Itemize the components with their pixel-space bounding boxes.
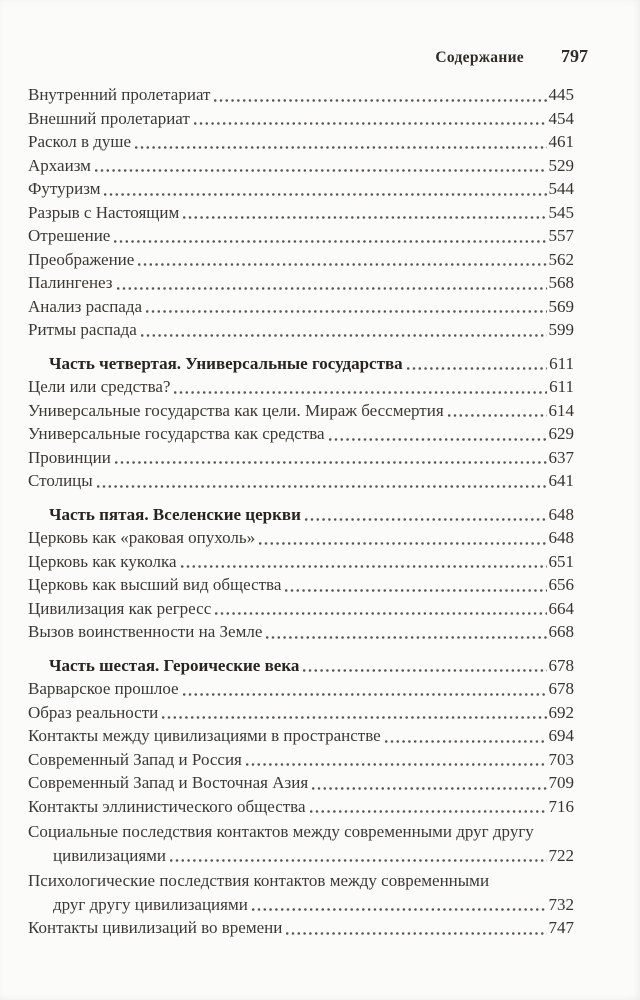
toc-entry [28,677,574,701]
toc-entry-title: Социальные последствия контактов между современными друг другу [28,822,534,841]
toc-entry [28,446,574,470]
toc-entry-title: цивилизациями [53,845,167,865]
toc-list [0,83,640,940]
toc-entry-title: Отрешение [28,226,111,245]
dot-leader [312,787,546,790]
toc-entry [28,83,574,107]
dot-leader [146,310,546,313]
toc-entry [28,154,574,178]
toc-entry-page: 648 [548,528,574,547]
toc-entry-page: 656 [548,575,574,594]
dot-leader [285,589,546,592]
toc-entry-title: Церковь как «раковая опухоль» [28,528,256,547]
dot-leader [181,565,547,568]
toc-entry-page: 678 [548,655,574,675]
dot-leader [115,461,547,464]
toc-entry-title: Палингенез [28,273,113,292]
dot-leader [215,612,546,615]
dot-leader [104,193,546,196]
toc-entry [28,916,574,940]
toc-entry-page: 694 [548,726,574,745]
toc-entry [28,620,574,644]
toc-entry-page: 599 [548,320,574,339]
toc-entry-page: 611 [549,353,574,373]
toc-entry [28,526,574,550]
toc-entry [28,375,574,399]
toc-entry-page: 692 [548,702,574,722]
toc-entry-title: Цели или средства? [28,377,171,396]
toc-entry-title: Вызов воинственности на Земле [28,622,263,641]
toc-entry-page: 651 [548,551,574,571]
toc-entry-title: Провинции [28,447,111,467]
toc-section-heading [28,654,574,678]
toc-entry-page: 544 [548,179,574,198]
dot-leader [310,810,547,813]
toc-entry-page: 461 [548,132,574,151]
toc-entry [28,224,574,248]
toc-entry-title: Часть пятая. Вселенские церкви [49,504,301,524]
toc-entry-title: Разрыв с Настоящим [28,202,180,222]
dot-leader [95,169,547,172]
toc-entry-title: Преображение [28,249,135,269]
dot-leader [252,908,547,911]
dot-leader [246,763,547,766]
toc-entry-title: Образ реальности [28,702,159,722]
dot-leader [183,216,546,219]
toc-entry-title: Внешний пролетариат [28,108,190,128]
dot-leader [97,485,547,488]
toc-entry-title: Ритмы распада [28,320,137,339]
running-title: Содержание [435,49,524,66]
toc-entry-page: 716 [548,796,574,816]
toc-entry [28,597,574,621]
dot-leader [303,669,546,672]
dot-leader [214,99,546,102]
dot-leader [266,636,546,639]
toc-entry-page: 545 [548,202,574,222]
toc-entry-title: Церковь как куколка [28,551,177,571]
toc-entry-title: Столицы [28,471,93,490]
toc-entry-title: Универсальные государства как средства [28,424,325,443]
dot-leader [170,859,546,862]
toc-entry [28,771,574,795]
toc-entry-page: 611 [549,377,574,396]
toc-entry-title: Внутренний пролетариат [28,85,211,104]
toc-entry-page: 641 [548,471,574,490]
toc-entry [28,107,574,131]
dot-leader [259,542,546,545]
toc-entry-page: 664 [548,598,574,618]
toc-entry [28,469,574,493]
toc-entry [28,422,574,446]
toc-entry-title: Раскол в душе [28,132,132,151]
toc-entry-page: 557 [548,226,574,245]
toc-entry-title: Современный Запад и Восточная Азия [28,773,309,792]
toc-entry-title: Универсальные государства как цели. Мираж бессмертия [28,400,444,420]
toc-section-heading [28,352,574,376]
toc-entry-title: Цивилизация как регресс [28,598,212,618]
page-number: 797 [561,46,588,66]
toc-entry [28,869,574,893]
toc-entry [28,573,574,597]
toc-entry-page: 568 [548,273,574,292]
toc-entry-title: друг другу цивилизациями [53,894,248,914]
toc-entry [28,248,574,272]
toc-entry-page: 722 [548,845,574,865]
toc-section-heading [28,503,574,527]
page-header [0,46,640,67]
toc-entry-title: Часть четвертая. Универсальные государства [49,353,403,373]
toc-entry-page: 614 [548,400,574,420]
toc-entry [28,701,574,725]
toc-entry [28,795,574,819]
toc-entry-title: Контакты эллинистического общества [28,796,306,816]
dot-leader [305,518,547,521]
dot-leader [135,146,546,149]
dot-leader [286,932,546,935]
toc-entry-page: 569 [548,296,574,316]
dot-leader [448,414,547,417]
dot-leader [329,438,547,441]
toc-entry-title: Архаизм [28,155,91,175]
dot-leader [162,716,546,719]
dot-leader [194,122,547,125]
toc-entry [28,177,574,201]
dot-leader [138,263,546,266]
toc-entry-page: 668 [548,622,574,641]
dot-leader [117,287,547,290]
toc-entry-page: 732 [548,894,574,914]
toc-entry-page: 747 [548,918,574,937]
toc-entry-page: 445 [548,85,574,104]
toc-entry-title: Контакты между цивилизациями в пространстве [28,726,381,745]
dot-leader [174,391,547,394]
toc-entry-page: 529 [548,155,574,175]
toc-entry-page: 562 [548,249,574,269]
toc-entry-page: 709 [548,773,574,792]
toc-entry-page: 648 [548,504,574,524]
toc-entry [28,724,574,748]
toc-entry-title: Футуризм [28,179,101,198]
toc-entry [28,893,574,917]
dot-leader [114,240,546,243]
toc-entry [28,820,574,844]
toc-entry [28,748,574,772]
toc-entry [28,844,574,868]
dot-leader [141,334,547,337]
toc-entry-title: Варварское прошлое [28,679,179,698]
toc-entry [28,399,574,423]
toc-entry-title: Контакты цивилизаций во времени [28,918,283,937]
toc-entry-page: 703 [548,749,574,769]
toc-entry-page: 454 [548,108,574,128]
toc-entry-title: Современный Запад и Россия [28,749,242,769]
toc-entry [28,295,574,319]
toc-entry [28,318,574,342]
toc-entry-title: Анализ распада [28,296,143,316]
toc-entry-title: Церковь как высший вид общества [28,575,282,594]
toc-entry [28,271,574,295]
toc-entry-page: 678 [548,679,574,698]
dot-leader [183,693,547,696]
dot-leader [407,367,547,370]
dot-leader [385,740,547,743]
toc-entry-title: Психологические последствия контактов между современными [28,871,490,890]
toc-entry-title: Часть шестая. Героические века [49,655,300,675]
toc-entry [28,201,574,225]
toc-entry-page: 637 [548,447,574,467]
toc-entry [28,550,574,574]
toc-entry-page: 629 [548,424,574,443]
toc-entry [28,130,574,154]
